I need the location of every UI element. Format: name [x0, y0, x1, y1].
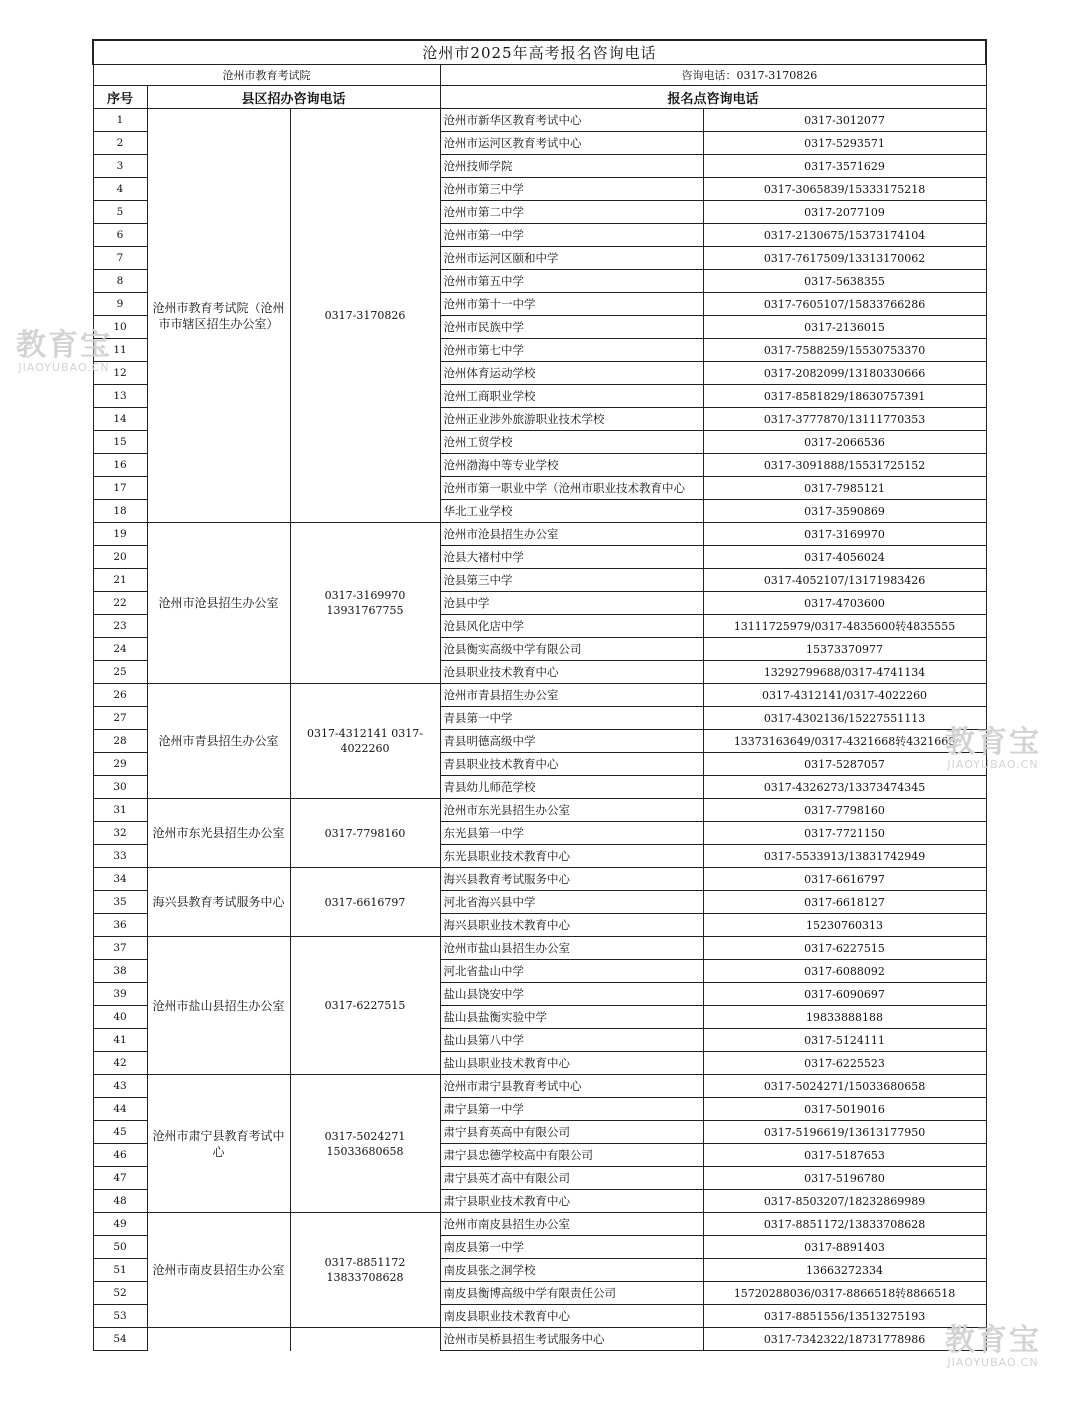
- row-number: 25: [93, 661, 147, 684]
- row-number: 47: [93, 1167, 147, 1190]
- registration-site-phone: 0317-7588259/15530753370: [703, 339, 986, 362]
- registration-site-name: 沧州市第五中学: [440, 270, 703, 293]
- registration-site-phone: 0317-5024271/15033680658: [703, 1075, 986, 1098]
- registration-site-name: 沧县大褚村中学: [440, 546, 703, 569]
- county-office-phone: 0317-3170826: [290, 109, 440, 523]
- registration-site-phone: 0317-3590869: [703, 500, 986, 523]
- row-number: 14: [93, 408, 147, 431]
- watermark-logo: 教育宝 JIAOYUBAO.CN: [945, 725, 1041, 771]
- row-number: 46: [93, 1144, 147, 1167]
- row-number: 12: [93, 362, 147, 385]
- registration-site-name: 沧县衡实高级中学有限公司: [440, 638, 703, 661]
- table-row: [93, 684, 986, 707]
- registration-site-phone: 13292799688/0317-4741134: [703, 661, 986, 684]
- registration-site-name: 沧州渤海中等专业学校: [440, 454, 703, 477]
- registration-site-name: 沧州市第二中学: [440, 201, 703, 224]
- row-number: 54: [93, 1328, 147, 1351]
- registration-site-phone: 0317-5196619/13613177950: [703, 1121, 986, 1144]
- registration-site-name: 沧县中学: [440, 592, 703, 615]
- row-number: 19: [93, 523, 147, 546]
- registration-site-name: 沧州市南皮县招生办公室: [440, 1213, 703, 1236]
- registration-site-phone: 0317-4703600: [703, 592, 986, 615]
- row-number: 33: [93, 845, 147, 868]
- registration-site-phone: 0317-4302136/15227551113: [703, 707, 986, 730]
- registration-site-name: 沧州市运河区教育考试中心: [440, 132, 703, 155]
- row-number: 23: [93, 615, 147, 638]
- table-row: [93, 1213, 986, 1236]
- registration-site-phone: 0317-5019016: [703, 1098, 986, 1121]
- row-number: 53: [93, 1305, 147, 1328]
- county-office-name: 沧州市东光县招生办公室: [147, 799, 290, 868]
- registration-site-phone: 13111725979/0317-4835600转4835555: [703, 615, 986, 638]
- row-number: 51: [93, 1259, 147, 1282]
- registration-site-phone: 0317-5293571: [703, 132, 986, 155]
- table-row: [93, 523, 986, 546]
- registration-site-phone: 0317-8503207/18232869989: [703, 1190, 986, 1213]
- registration-site-phone: 15720288036/0317-8866518转8866518: [703, 1282, 986, 1305]
- registration-site-name: 沧州市第十一中学: [440, 293, 703, 316]
- registration-site-phone: 0317-7617509/13313170062: [703, 247, 986, 270]
- header-county: 县区招办咨询电话: [147, 86, 440, 109]
- registration-site-phone: 0317-3777870/13111770353: [703, 408, 986, 431]
- row-number: 7: [93, 247, 147, 270]
- row-number: 48: [93, 1190, 147, 1213]
- registration-site-phone: 0317-3065839/15333175218: [703, 178, 986, 201]
- org-phone: 咨询电话：0317-3170826: [440, 65, 986, 86]
- registration-site-phone: 0317-5124111: [703, 1029, 986, 1052]
- registration-site-name: 河北省海兴县中学: [440, 891, 703, 914]
- row-number: 9: [93, 293, 147, 316]
- registration-site-name: 青县第一中学: [440, 707, 703, 730]
- row-number: 42: [93, 1052, 147, 1075]
- county-office-phone: 0317-6227515: [290, 937, 440, 1075]
- registration-site-phone: 15230760313: [703, 914, 986, 937]
- registration-site-name: 沧州工商职业学校: [440, 385, 703, 408]
- row-number: 13: [93, 385, 147, 408]
- registration-site-phone: 0317-2136015: [703, 316, 986, 339]
- county-office-phone: 0317-7798160: [290, 799, 440, 868]
- registration-site-name: 沧县职业技术教育中心: [440, 661, 703, 684]
- registration-site-phone: 0317-3571629: [703, 155, 986, 178]
- registration-site-phone: 0317-4326273/13373474345: [703, 776, 986, 799]
- row-number: 44: [93, 1098, 147, 1121]
- row-number: 8: [93, 270, 147, 293]
- county-office-name: 沧州市教育考试院（沧州市市辖区招生办公室）: [147, 109, 290, 523]
- registration-site-phone: 0317-3012077: [703, 109, 986, 132]
- row-number: 27: [93, 707, 147, 730]
- row-number: 43: [93, 1075, 147, 1098]
- table-row: [93, 1328, 986, 1351]
- registration-site-name: 沧县第三中学: [440, 569, 703, 592]
- registration-site-name: 青县幼儿师范学校: [440, 776, 703, 799]
- registration-site-phone: 0317-6225523: [703, 1052, 986, 1075]
- registration-site-phone: 0317-7721150: [703, 822, 986, 845]
- registration-site-phone: 0317-5638355: [703, 270, 986, 293]
- header-site: 报名点咨询电话: [440, 86, 986, 109]
- row-number: 52: [93, 1282, 147, 1305]
- consult-phone-table: [92, 39, 987, 1351]
- registration-site-phone: 0317-6227515: [703, 937, 986, 960]
- registration-site-phone: 0317-8851172/13833708628: [703, 1213, 986, 1236]
- registration-site-name: 青县职业技术教育中心: [440, 753, 703, 776]
- registration-site-name: 沧州市第三中学: [440, 178, 703, 201]
- row-number: 4: [93, 178, 147, 201]
- registration-site-phone: 13373163649/0317-4321668转4321668: [703, 730, 986, 753]
- registration-site-name: 华北工业学校: [440, 500, 703, 523]
- row-number: 31: [93, 799, 147, 822]
- registration-site-phone: 13663272334: [703, 1259, 986, 1282]
- row-number: 22: [93, 592, 147, 615]
- row-number: 50: [93, 1236, 147, 1259]
- row-number: 37: [93, 937, 147, 960]
- table-row: [93, 109, 986, 132]
- row-number: 1: [93, 109, 147, 132]
- row-number: 26: [93, 684, 147, 707]
- registration-site-phone: 0317-7605107/15833766286: [703, 293, 986, 316]
- registration-site-phone: 0317-6090697: [703, 983, 986, 1006]
- registration-site-name: 沧州市东光县招生办公室: [440, 799, 703, 822]
- registration-site-name: 沧县风化店中学: [440, 615, 703, 638]
- row-number: 6: [93, 224, 147, 247]
- county-office-name: [147, 1328, 290, 1351]
- registration-site-name: 沧州市运河区颐和中学: [440, 247, 703, 270]
- registration-site-name: 南皮县第一中学: [440, 1236, 703, 1259]
- registration-site-phone: 0317-7798160: [703, 799, 986, 822]
- watermark-logo: 教育宝 JIAOYUBAO.CN: [945, 1323, 1041, 1369]
- registration-site-name: 沧州市第七中学: [440, 339, 703, 362]
- row-number: 30: [93, 776, 147, 799]
- registration-site-name: 肃宁县忠德学校高中有限公司: [440, 1144, 703, 1167]
- registration-site-phone: 0317-5287057: [703, 753, 986, 776]
- registration-site-name: 沧州技师学院: [440, 155, 703, 178]
- county-office-name: 沧州市沧县招生办公室: [147, 523, 290, 684]
- registration-site-name: 海兴县教育考试服务中心: [440, 868, 703, 891]
- table-row: [93, 1075, 986, 1098]
- row-number: 32: [93, 822, 147, 845]
- county-office-phone: 0317-3169970 13931767755: [290, 523, 440, 684]
- registration-site-name: 沧州市民族中学: [440, 316, 703, 339]
- row-number: 21: [93, 569, 147, 592]
- registration-site-phone: 0317-2077109: [703, 201, 986, 224]
- org-name: 沧州市教育考试院: [93, 65, 440, 86]
- registration-site-name: 东光县第一中学: [440, 822, 703, 845]
- row-number: 36: [93, 914, 147, 937]
- registration-site-phone: 0317-5533913/13831742949: [703, 845, 986, 868]
- table-row: [93, 937, 986, 960]
- registration-site-name: 盐山县第八中学: [440, 1029, 703, 1052]
- row-number: 20: [93, 546, 147, 569]
- row-number: 15: [93, 431, 147, 454]
- registration-site-name: 沧州市第一中学: [440, 224, 703, 247]
- registration-site-phone: 0317-2066536: [703, 431, 986, 454]
- registration-site-phone: 0317-4052107/13171983426: [703, 569, 986, 592]
- row-number: 38: [93, 960, 147, 983]
- registration-site-phone: 0317-5196780: [703, 1167, 986, 1190]
- county-office-name: 沧州市青县招生办公室: [147, 684, 290, 799]
- row-number: 45: [93, 1121, 147, 1144]
- row-number: 34: [93, 868, 147, 891]
- registration-site-name: 海兴县职业技术教育中心: [440, 914, 703, 937]
- table-row: [93, 868, 986, 891]
- county-office-phone: 0317-6616797: [290, 868, 440, 937]
- row-number: 10: [93, 316, 147, 339]
- registration-site-name: 肃宁县第一中学: [440, 1098, 703, 1121]
- registration-site-name: 盐山县职业技术教育中心: [440, 1052, 703, 1075]
- registration-site-name: 肃宁县育英高中有限公司: [440, 1121, 703, 1144]
- county-office-name: 沧州市盐山县招生办公室: [147, 937, 290, 1075]
- row-number: 35: [93, 891, 147, 914]
- county-office-phone: 0317-5024271 15033680658: [290, 1075, 440, 1213]
- registration-site-name: 东光县职业技术教育中心: [440, 845, 703, 868]
- row-number: 49: [93, 1213, 147, 1236]
- registration-site-name: 沧州市新华区教育考试中心: [440, 109, 703, 132]
- registration-site-name: 河北省盐山中学: [440, 960, 703, 983]
- registration-site-phone: 0317-3091888/15531725152: [703, 454, 986, 477]
- row-number: 2: [93, 132, 147, 155]
- row-number: 5: [93, 201, 147, 224]
- row-number: 41: [93, 1029, 147, 1052]
- registration-site-name: 沧州市沧县招生办公室: [440, 523, 703, 546]
- registration-site-name: 盐山县饶安中学: [440, 983, 703, 1006]
- watermark-logo: 教育宝 JIAOYUBAO.CN: [16, 328, 112, 374]
- registration-site-phone: 0317-5187653: [703, 1144, 986, 1167]
- row-number: 18: [93, 500, 147, 523]
- county-office-phone: 0317-8851172 13833708628: [290, 1213, 440, 1328]
- registration-site-phone: 0317-2082099/13180330666: [703, 362, 986, 385]
- registration-site-phone: 15373370977: [703, 638, 986, 661]
- row-number: 16: [93, 454, 147, 477]
- registration-site-name: 沧州市盐山县招生办公室: [440, 937, 703, 960]
- registration-site-phone: 0317-6618127: [703, 891, 986, 914]
- row-number: 40: [93, 1006, 147, 1029]
- header-no: 序号: [93, 86, 147, 109]
- registration-site-phone: 0317-8581829/18630757391: [703, 385, 986, 408]
- row-number: 11: [93, 339, 147, 362]
- registration-site-name: 沧州体育运动学校: [440, 362, 703, 385]
- registration-site-phone: 0317-6088092: [703, 960, 986, 983]
- registration-site-phone: 0317-8891403: [703, 1236, 986, 1259]
- row-number: 39: [93, 983, 147, 1006]
- row-number: 3: [93, 155, 147, 178]
- table-title: 沧州市2025年高考报名咨询电话: [93, 40, 986, 65]
- registration-site-phone: 19833888188: [703, 1006, 986, 1029]
- registration-site-name: 沧州正业涉外旅游职业技术学校: [440, 408, 703, 431]
- county-office-phone: [290, 1328, 440, 1351]
- registration-site-name: 南皮县张之洞学校: [440, 1259, 703, 1282]
- row-number: 24: [93, 638, 147, 661]
- row-number: 17: [93, 477, 147, 500]
- registration-site-name: 盐山县盐衡实验中学: [440, 1006, 703, 1029]
- registration-site-name: 肃宁县职业技术教育中心: [440, 1190, 703, 1213]
- table-row: [93, 799, 986, 822]
- registration-site-name: 南皮县职业技术教育中心: [440, 1305, 703, 1328]
- registration-site-name: 南皮县衡博高级中学有限责任公司: [440, 1282, 703, 1305]
- row-number: 29: [93, 753, 147, 776]
- registration-site-phone: 0317-4056024: [703, 546, 986, 569]
- registration-site-name: 沧州市第一职业中学（沧州市职业技术教育中心: [440, 477, 703, 500]
- county-office-name: 沧州市南皮县招生办公室: [147, 1213, 290, 1328]
- registration-site-phone: 0317-7342322/18731778986: [703, 1328, 986, 1351]
- registration-site-phone: 0317-8851556/13513275193: [703, 1305, 986, 1328]
- county-office-name: 沧州市肃宁县教育考试中心: [147, 1075, 290, 1213]
- registration-site-phone: 0317-6616797: [703, 868, 986, 891]
- county-office-phone: 0317-4312141 0317-4022260: [290, 684, 440, 799]
- registration-site-name: 青县明德高级中学: [440, 730, 703, 753]
- registration-site-phone: 0317-7985121: [703, 477, 986, 500]
- registration-site-phone: 0317-2130675/15373174104: [703, 224, 986, 247]
- registration-site-name: 肃宁县英才高中有限公司: [440, 1167, 703, 1190]
- registration-site-name: 沧州工贸学校: [440, 431, 703, 454]
- county-office-name: 海兴县教育考试服务中心: [147, 868, 290, 937]
- registration-site-phone: 0317-3169970: [703, 523, 986, 546]
- registration-site-phone: 0317-4312141/0317-4022260: [703, 684, 986, 707]
- row-number: 28: [93, 730, 147, 753]
- registration-site-name: 沧州市肃宁县教育考试中心: [440, 1075, 703, 1098]
- registration-site-name: 沧州市吴桥县招生考试服务中心: [440, 1328, 703, 1351]
- registration-site-name: 沧州市青县招生办公室: [440, 684, 703, 707]
